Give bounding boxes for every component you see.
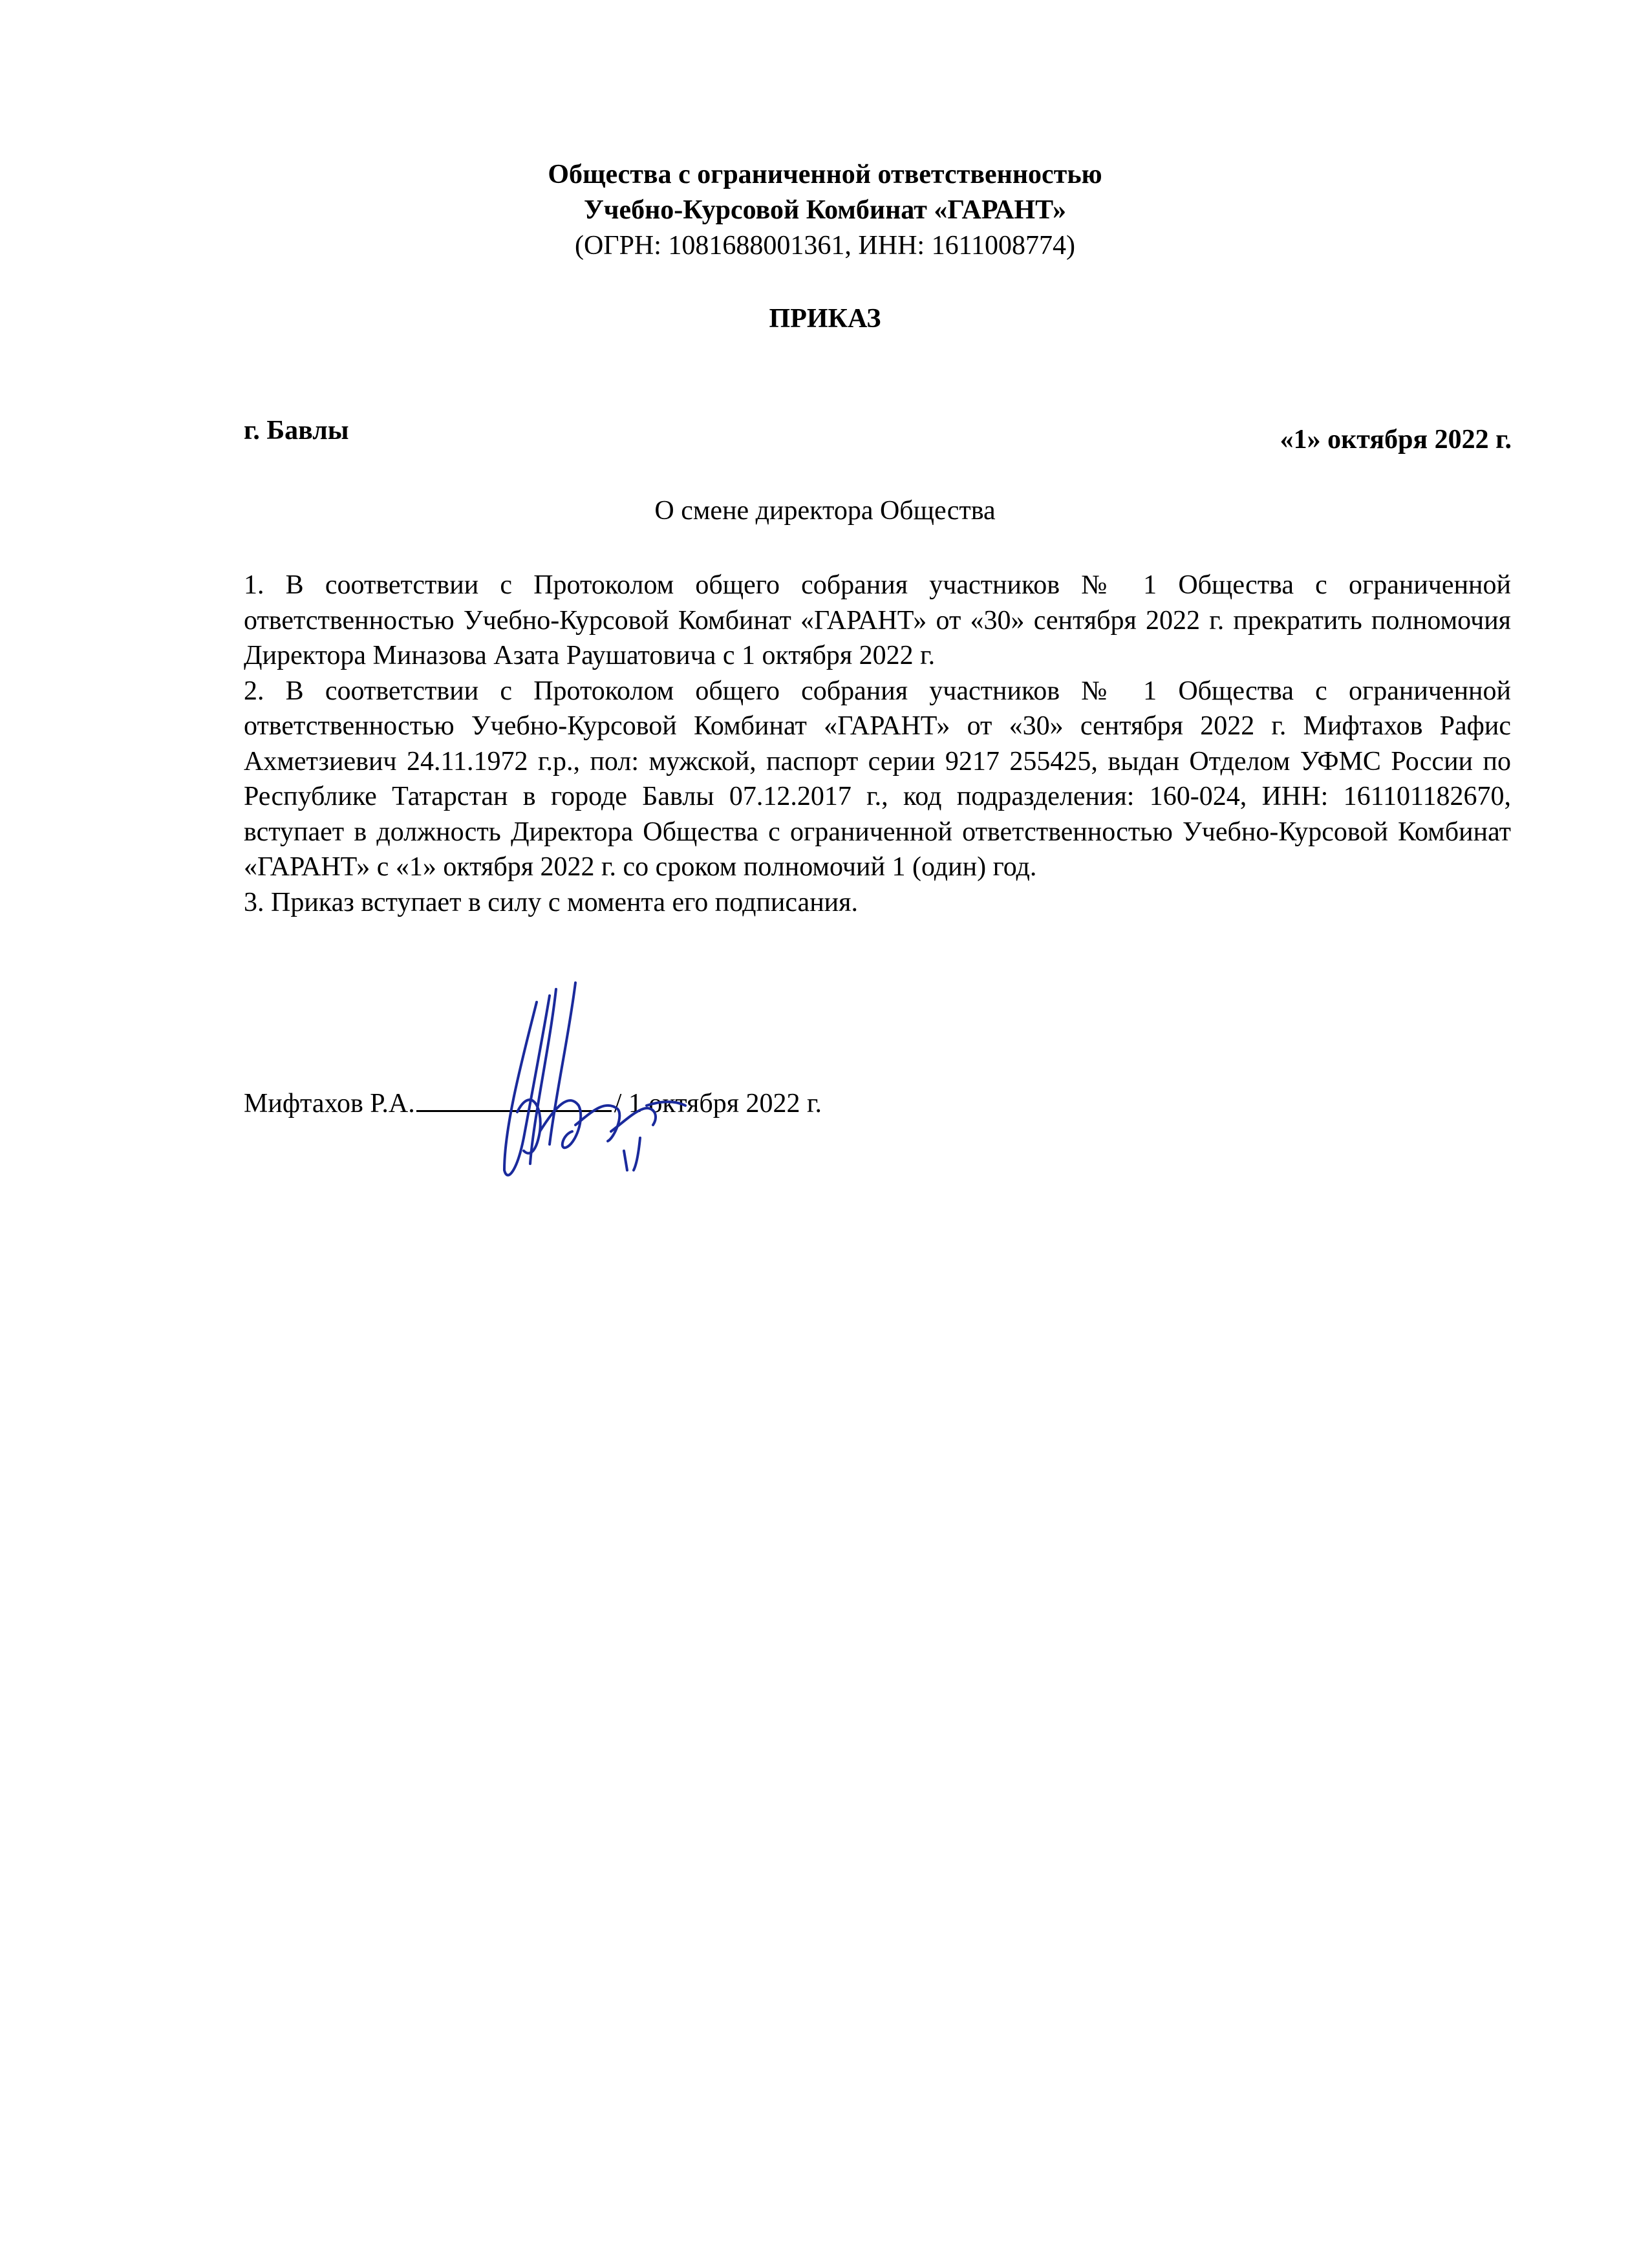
document-date: «1» октября 2022 г. <box>1280 425 1512 455</box>
organization-name-line-2: Учебно-Курсовой Комбинат «ГАРАНТ» <box>583 195 1067 225</box>
document-city: г. Бавлы <box>244 416 349 445</box>
order-item-2: 2. В соответствии с Протоколом общего собрания участников № 1 Общества с ограниченной ответственностью Учебно-Курсовой Комбинат «ГАРАНТ» от «30» сентября 2022 г. Мифтахов Рафис Ахметзиевич 24.11.1972 г.р., пол: мужской, паспорт серии 9217 255425, выдан Отделом УФМС России по Республике Татарстан в городе Бавлы 07.12.2017 г., код подразделения: 160-024, ИНН: 161101182670, вступает в должность Директора Общества с ограниченной ответственностью Учебно-Курсовой Комбинат «ГАРАНТ» с «1» октября 2022 г. со сроком полномочий 1 (один) год. <box>244 676 1511 882</box>
signatory-name: Мифтахов Р.А. <box>244 1089 415 1118</box>
order-body <box>244 568 1511 920</box>
order-item-3: 3. Приказ вступает в силу с момента его подписания. <box>244 887 858 917</box>
organization-registration-ids: (ОГРН: 1081688001361, ИНН: 1611008774) <box>574 231 1076 261</box>
signature-date: / 1 октября 2022 г. <box>614 1089 822 1118</box>
order-subject: О смене директора Общества <box>654 496 996 526</box>
organization-name-line-1: Общества с ограниченной ответственностью <box>548 160 1102 189</box>
document-title: ПРИКАЗ <box>769 304 881 334</box>
order-item-1: 1. В соответствии с Протоколом общего собрания участников № 1 Общества с ограниченной ответственностью Учебно-Курсовой Комбинат «ГАРАНТ» от «30» сентября 2022 г. прекратить полномочия Директора Миназова Азата Раушатовича с 1 октября 2022 г. <box>244 570 1511 670</box>
handwritten-signature <box>478 976 692 1190</box>
